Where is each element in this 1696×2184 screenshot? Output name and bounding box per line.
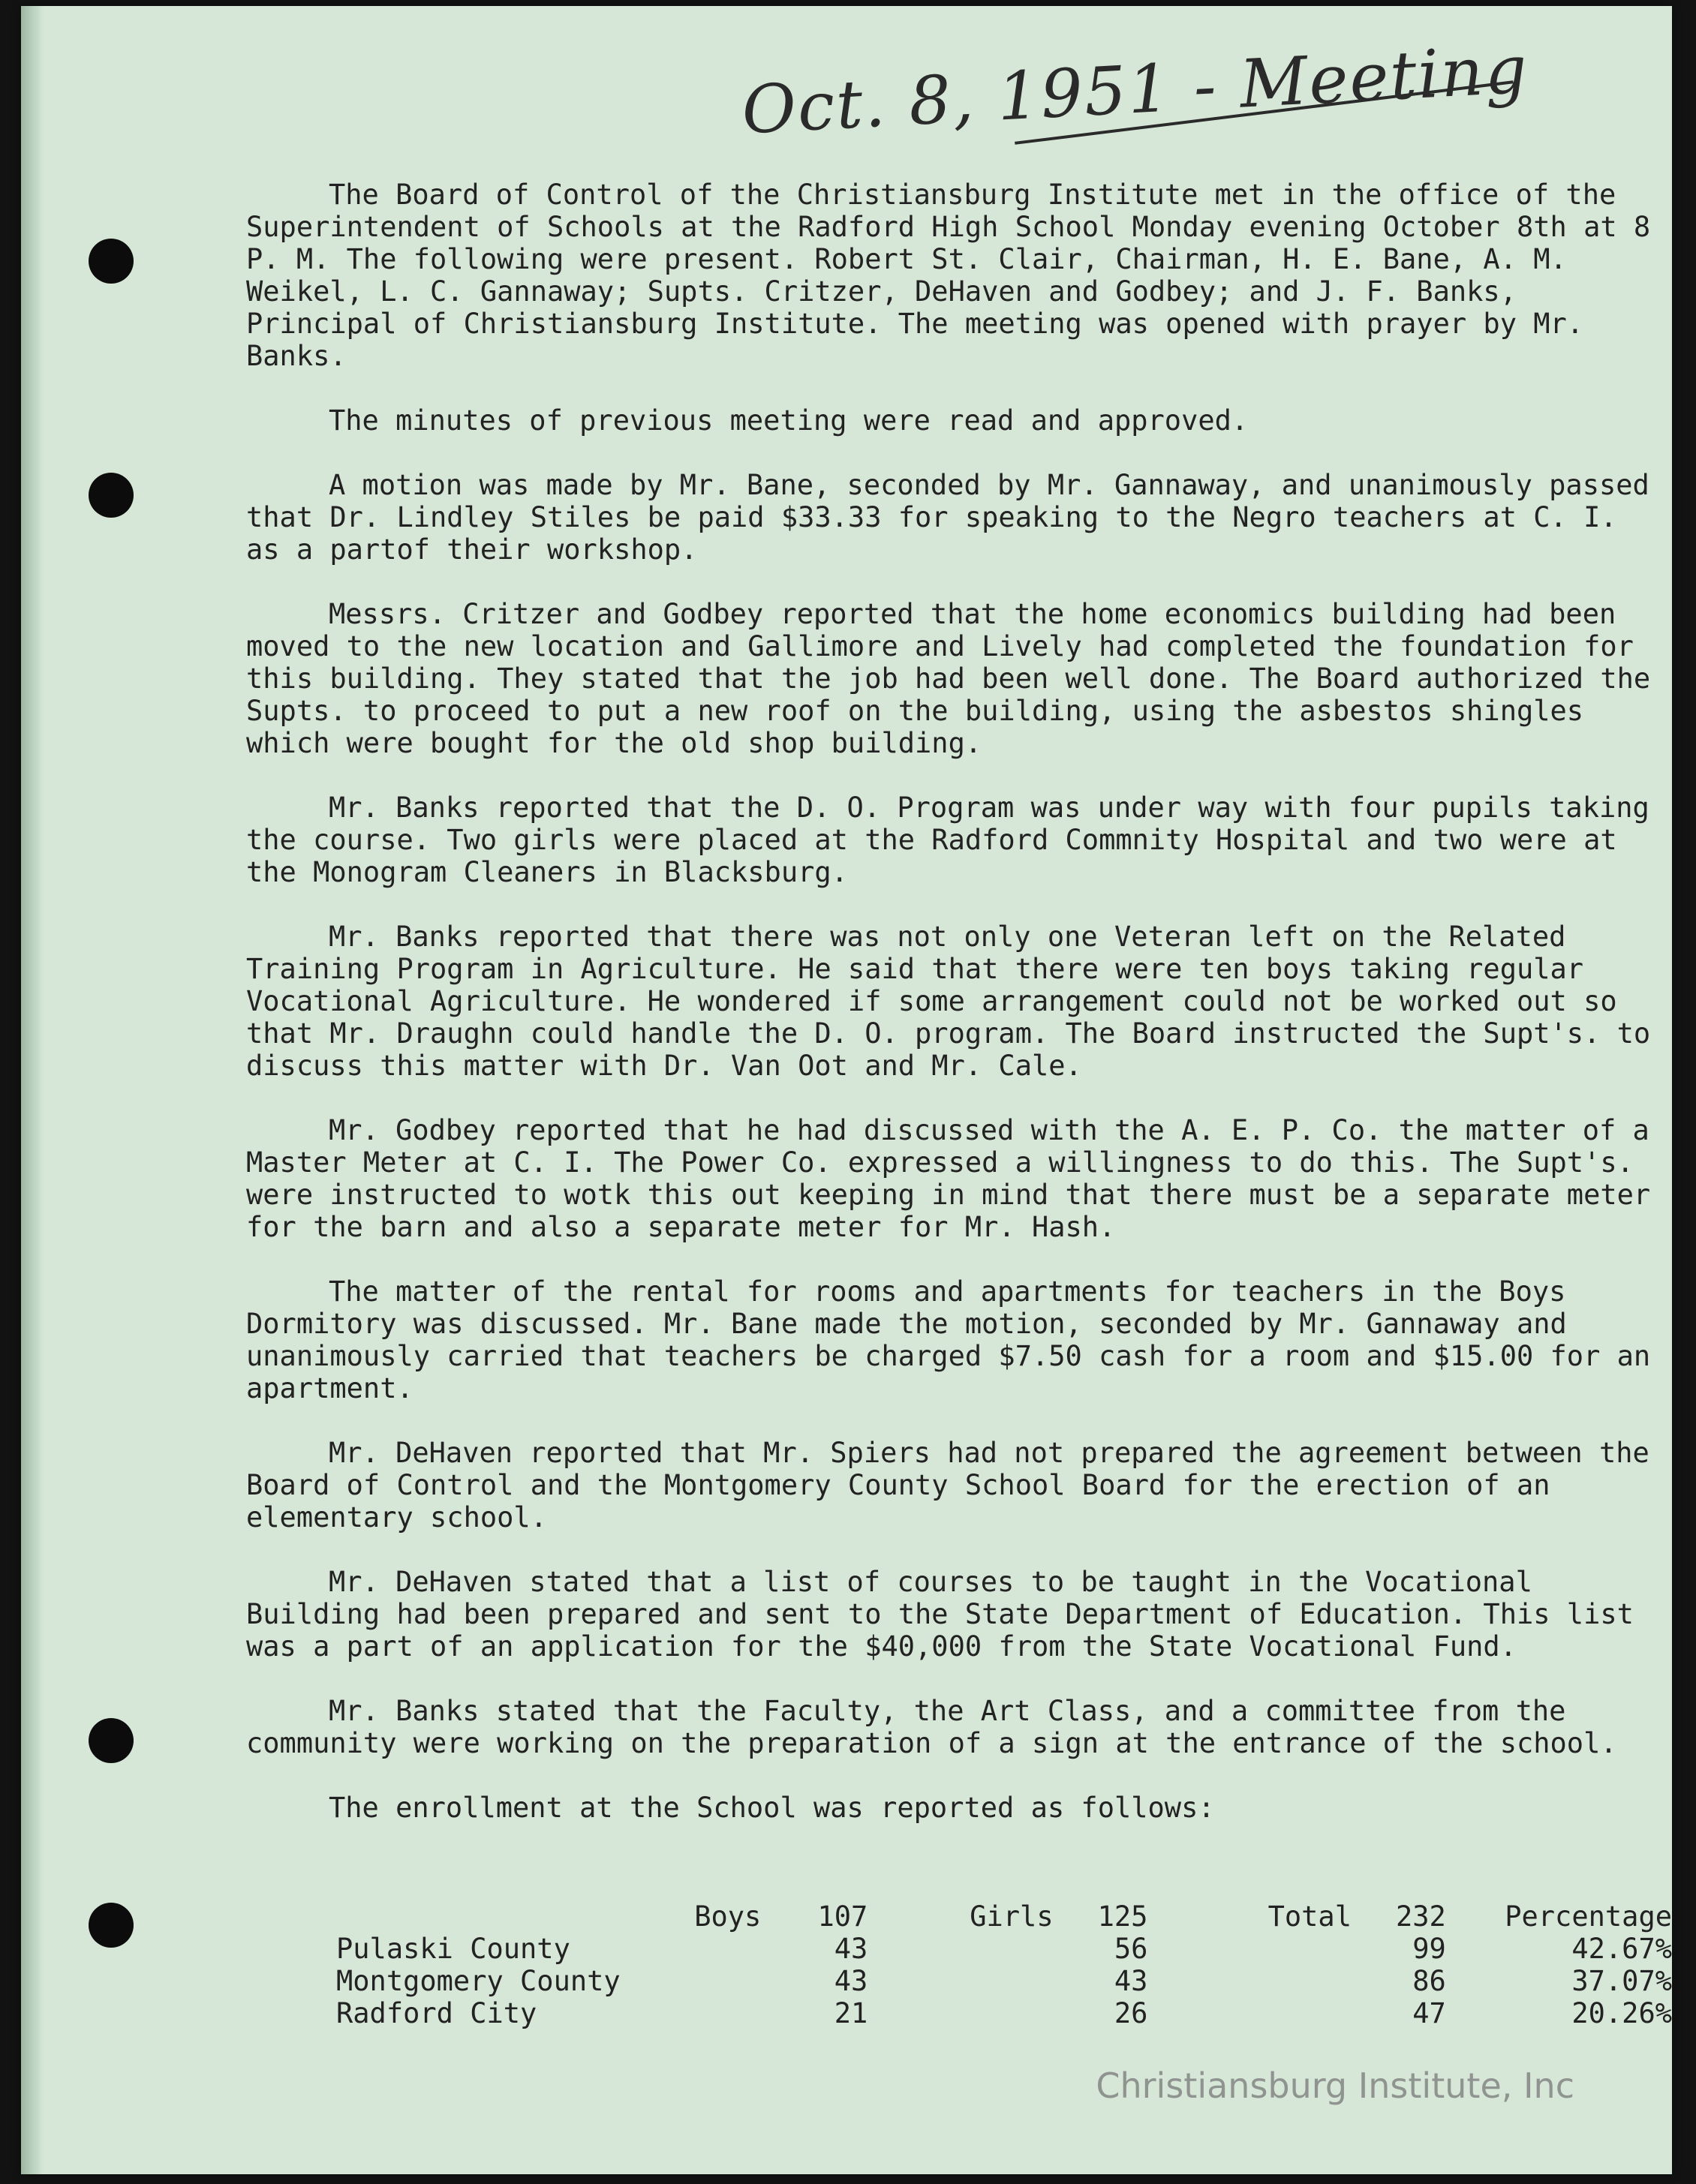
boys-count: 43 <box>834 1933 868 1965</box>
paragraph: Mr. Banks stated that the Faculty, the Art Class, and a committee from the community were working on the preparation of a sign at the entrance of the school. <box>246 1695 1617 1759</box>
county-name: Montgomery County <box>336 1965 621 1997</box>
county-name: Radford City <box>336 1997 537 2029</box>
county-name: Pulaski County <box>336 1933 570 1965</box>
table-row <box>336 1965 1672 1997</box>
punch-hole <box>89 239 134 284</box>
total-total: 232 <box>1395 1900 1446 1933</box>
paragraph: The matter of the rental for rooms and apartments for teachers in the Boys Dormitory was discussed. Mr. Bane made the motion, seconded by Mr. Gannaway and unanimously carried that teachers be charged $7.50 cash for a room and $15.00 for an apartment. <box>246 1275 1651 1404</box>
paragraph: Mr. Godbey reported that he had discussed with the A. E. P. Co. the matter of a Master Meter at C. I. The Power Co. expressed a willingness to do this. The Supt's. were instructed to wotk this out keeping in mind that there must be a separate meter for the barn and also a separate meter for Mr. Hash. <box>246 1114 1651 1243</box>
watermark: Christiansburg Institute, Inc <box>1096 2065 1574 2106</box>
punch-hole <box>89 1903 134 1948</box>
paragraph: A motion was made by Mr. Bane, seconded by Mr. Gannaway, and unanimously passed that Dr. Lindley Stiles be paid $33.33 for speaking to the Negro teachers at C. I. as a partof their workshop. <box>246 469 1649 566</box>
girls-count: 43 <box>1114 1965 1148 1997</box>
total-count: 86 <box>1412 1965 1446 1997</box>
girls-count: 56 <box>1114 1933 1148 1965</box>
total-label: Total <box>1267 1900 1352 1933</box>
boys-total: 107 <box>817 1900 868 1933</box>
enrollment-table <box>336 1900 1672 2029</box>
girls-total: 125 <box>1097 1900 1148 1933</box>
paragraph: Mr. DeHaven stated that a list of courses to be taught in the Vocational Building had been prepared and sent to the State Department of Education. This list was a part of an application for the $40,000 from the State Vocational Fund. <box>246 1566 1634 1663</box>
girls-count: 26 <box>1114 1997 1148 2029</box>
total-count: 99 <box>1412 1933 1446 1965</box>
paragraph: The Board of Control of the Christiansburg Institute met in the office of the Superintendent of Schools at the Radford High School Monday evening October 8th at 8 P. M. The following were present. Robert St. Clair, Chairman, H. E. Bane, A. M. Weikel, L. C. Gannaway; Supts. Critzer, DeHaven and Godbey; and J. F. Banks, Principal of Christiansburg Institute. The meeting was opened with prayer by Mr. Banks. <box>246 179 1651 372</box>
paragraph: The enrollment at the School was reported as follows: <box>329 1792 1215 1824</box>
enrollment-header-row <box>336 1900 1672 1933</box>
percentage-value: 20.26% <box>1571 1997 1672 2029</box>
paragraph: The minutes of previous meeting were read and approved. <box>329 404 1249 437</box>
punch-hole <box>89 473 134 518</box>
paragraph: Messrs. Critzer and Godbey reported that the home economics building had been moved to the new location and Gallimore and Lively had completed the foundation for this building. They stated that the job had been well done. The Board authorized the Supts. to proceed to put a new roof on the building, using the asbestos shingles which were bought for the old shop building. <box>246 598 1651 759</box>
handwritten-title: Oct. 8, 1951 - Meeting <box>740 30 1531 149</box>
percentage-value: 37.07% <box>1571 1965 1672 1997</box>
percentage-label: Percentage <box>1505 1900 1672 1933</box>
boys-count: 43 <box>834 1965 868 1997</box>
table-row <box>336 1933 1672 1965</box>
page-edge <box>21 6 44 2174</box>
boys-label: Boys <box>694 1900 762 1933</box>
girls-label: Girls <box>970 1900 1054 1933</box>
paragraph: Mr. Banks reported that the D. O. Program was under way with four pupils taking the course. Two girls were placed at the Radford Commnity Hospital and two were at the Monogram Cleaners in Blacksburg. <box>246 792 1649 888</box>
boys-count: 21 <box>834 1997 868 2029</box>
punch-hole <box>89 1718 134 1763</box>
total-count: 47 <box>1412 1997 1446 2029</box>
header-blank <box>336 1900 657 1933</box>
document-page <box>21 6 1672 2174</box>
paragraph: Mr. DeHaven reported that Mr. Spiers had not prepared the agreement between the Board of Control and the Montgomery County School Board for the erection of an elementary school. <box>246 1437 1649 1534</box>
minutes-body <box>246 179 1657 1856</box>
table-row <box>336 1997 1672 2029</box>
paragraph: Mr. Banks reported that there was not only one Veteran left on the Related Training Program in Agriculture. He said that there were ten boys taking regular Vocational Agriculture. He wondered if some arrangement could not be worked out so that Mr. Draughn could handle the D. O. program. The Board instructed the Supt's. to discuss this matter with Dr. Van Oot and Mr. Cale. <box>246 921 1651 1082</box>
percentage-value: 42.67% <box>1571 1933 1672 1965</box>
